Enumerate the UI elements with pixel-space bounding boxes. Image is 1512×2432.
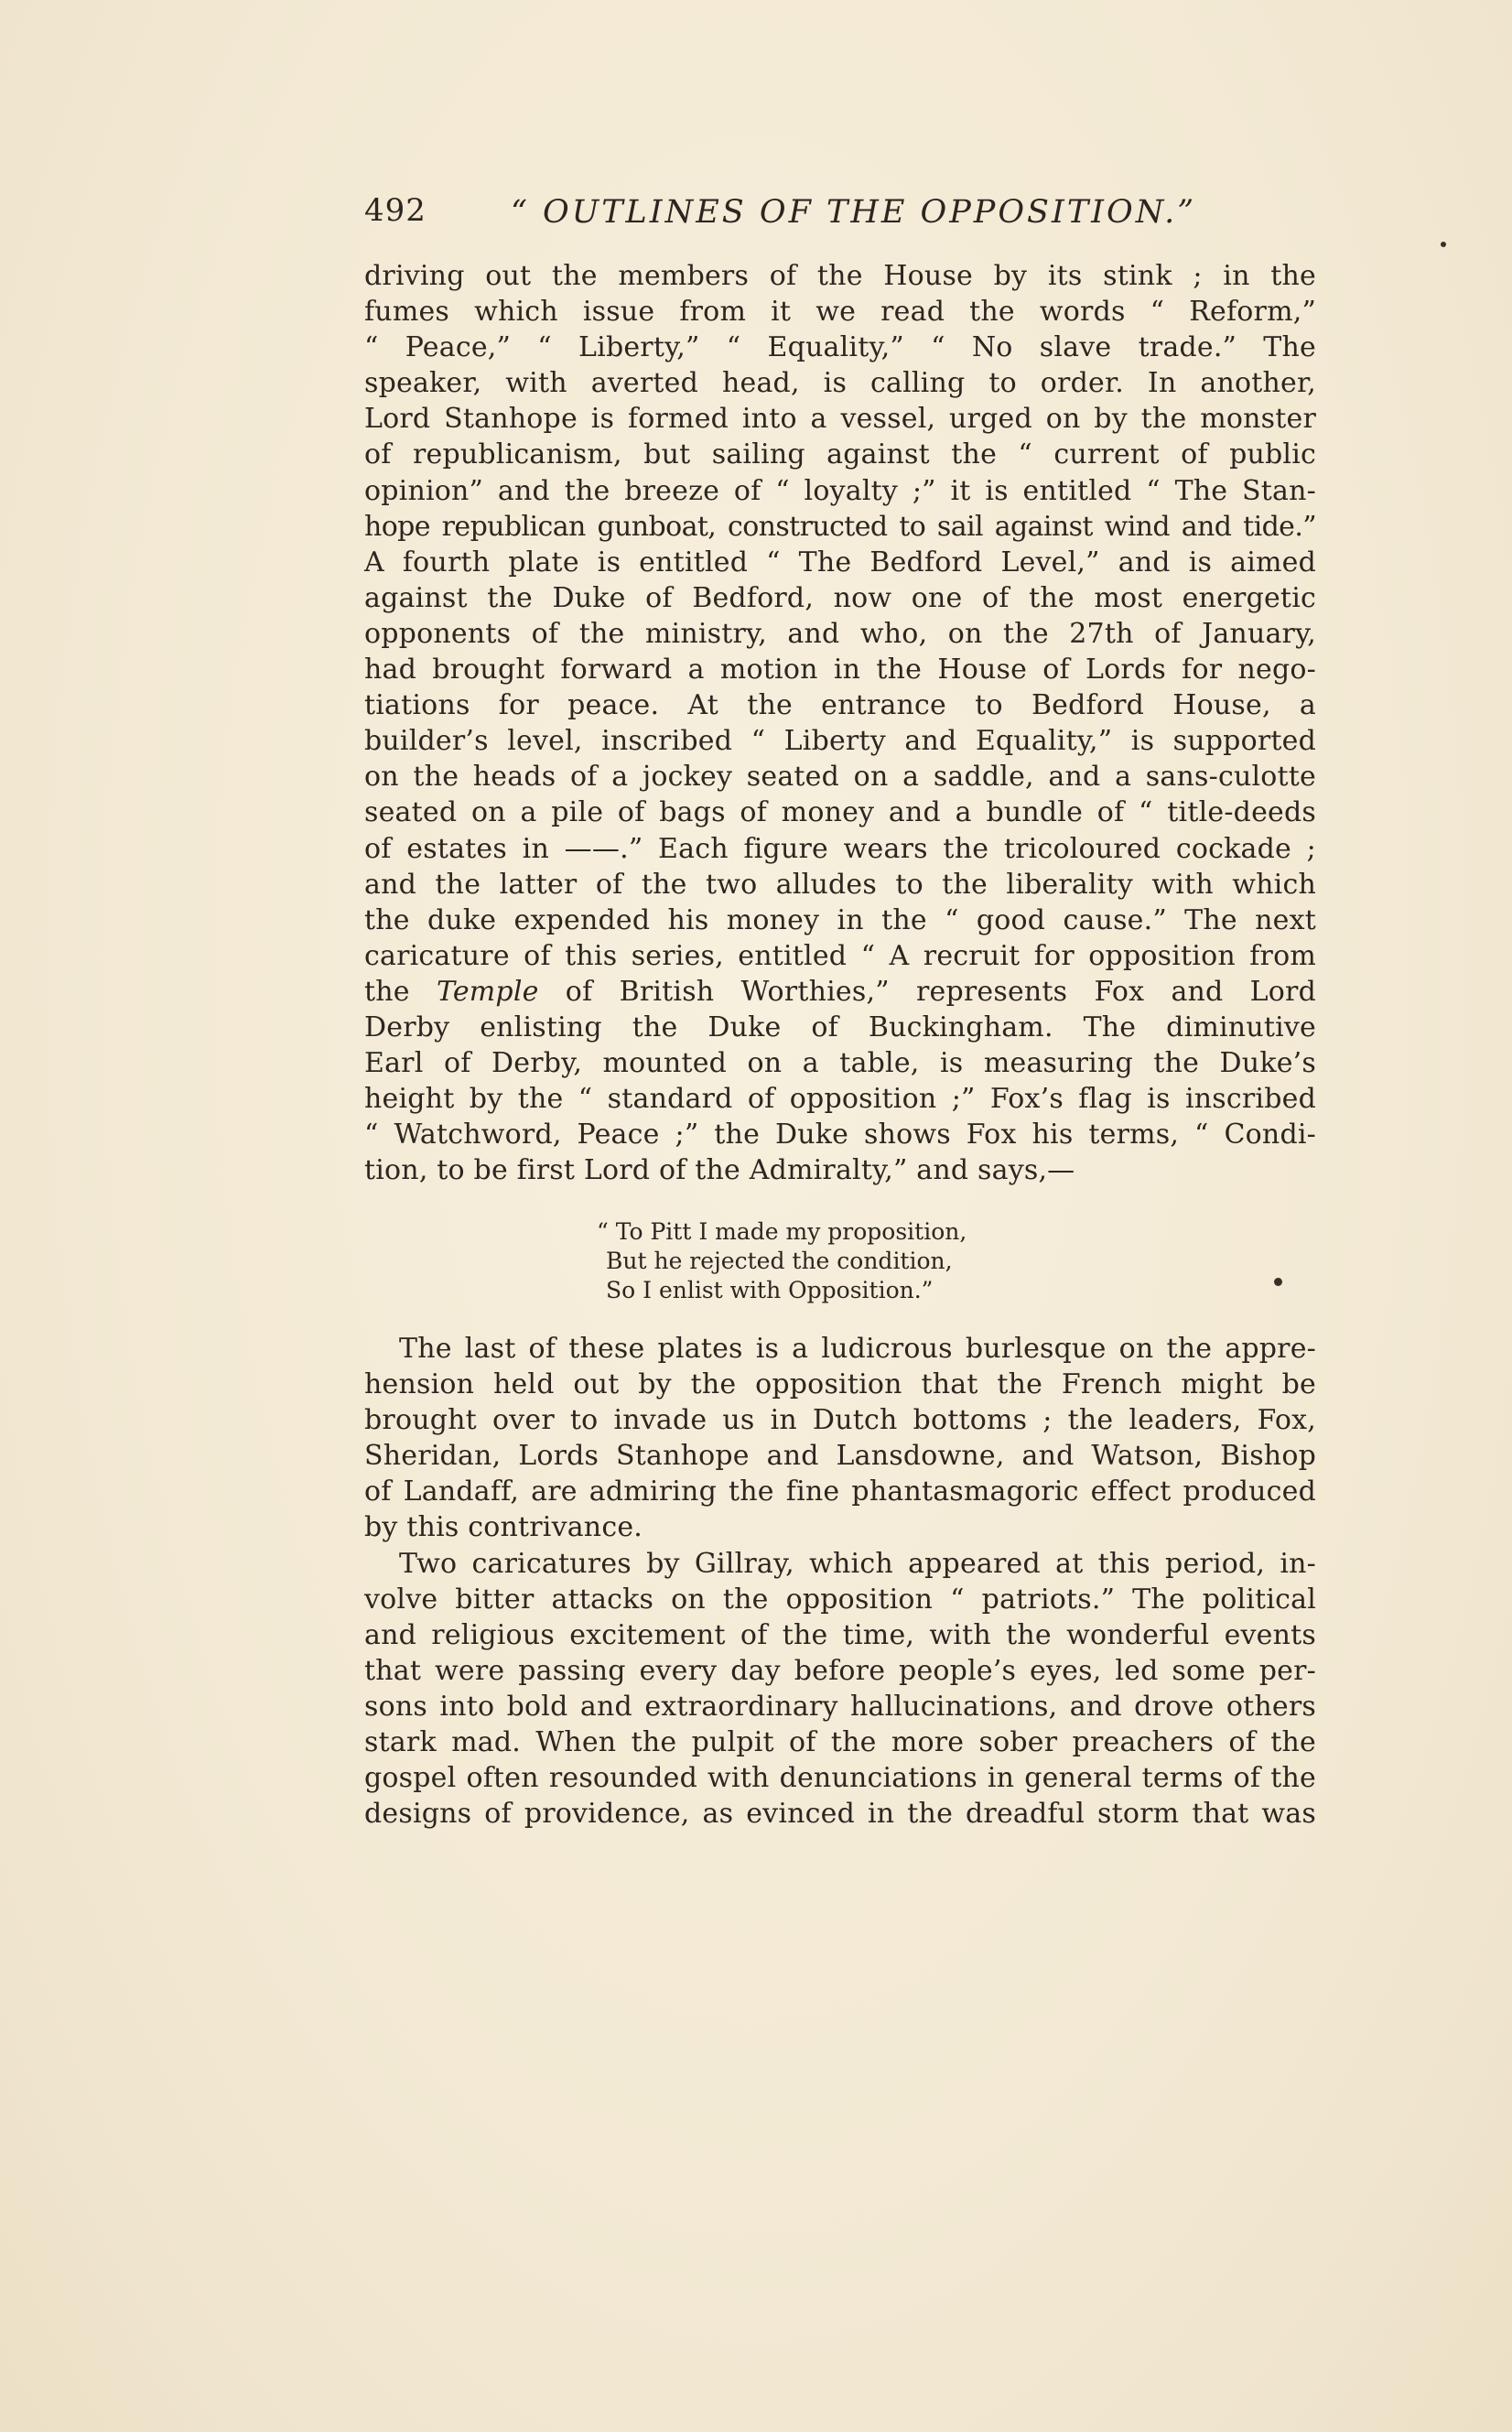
verse-line: So I enlist with Opposition.” <box>606 1277 934 1303</box>
italic-word: Temple <box>436 975 539 1008</box>
page-header <box>364 192 1289 238</box>
text-line: the duke expended his money in the “ good cause.” The next <box>364 903 1316 936</box>
text-line: seated on a pile of bags of money and a bundle of “ title-deeds <box>364 796 1316 829</box>
text-line: Two caricatures by Gillray, which appeared at this period, in- <box>399 1547 1316 1580</box>
ink-speck <box>1274 1278 1282 1286</box>
text-line: fumes which issue from it we read the words “ Reform,” <box>364 296 1316 329</box>
text-line: gospel often resounded with denunciations in general terms of the <box>364 1762 1316 1795</box>
text-line: Lord Stanhope is formed into a vessel, urged on by the monster <box>364 403 1316 436</box>
ink-speck <box>1441 242 1446 247</box>
text-line: against the Duke of Bedford, now one of the most energetic <box>364 581 1316 614</box>
verse-line: “ To Pitt I made my proposition, <box>597 1218 967 1245</box>
verse-quote <box>597 1217 1036 1305</box>
text-line: stark mad. When the pulpit of the more sober preachers of the <box>364 1726 1316 1759</box>
text-line: on the heads of a jockey seated on a saddle, and a sans-culotte <box>364 761 1316 794</box>
text-line: speaker, with averted head, is calling to order. In another, <box>364 367 1316 400</box>
text-line: of Landaff, are admiring the fine phantasmagoric effect produced <box>364 1475 1316 1508</box>
text-line: of republicanism, but sailing against the “ current of public <box>364 438 1316 471</box>
text-line: tion, to be first Lord of the Admiralty,” and says,— <box>364 1154 1075 1187</box>
text-line: opponents of the ministry, and who, on the 27th of January, <box>364 617 1316 650</box>
paragraph-1 <box>364 258 1316 1188</box>
text-line: the Temple of British Worthies,” represents Fox and Lord <box>364 975 1317 1008</box>
text-line: and the latter of the two alludes to the liberality with which <box>364 868 1316 901</box>
text-line: “ Peace,” “ Liberty,” “ Equality,” “ No slave trade.” The <box>364 331 1316 364</box>
text-line: hension held out by the opposition that the French might be <box>364 1368 1316 1401</box>
text-line: brought over to invade us in Dutch bottoms ; the leaders, Fox, <box>364 1404 1316 1437</box>
text-line: Derby enlisting the Duke of Buckingham. The diminutive <box>364 1011 1316 1043</box>
text-line: designs of providence, as evinced in the dreadful storm that was <box>364 1798 1316 1831</box>
text-line: caricature of this series, entitled “ A recruit for opposition from <box>364 939 1316 972</box>
text-line: by this contrivance. <box>364 1511 643 1544</box>
text-line: sons into bold and extraordinary hallucinations, and drove others <box>364 1690 1316 1723</box>
text-line: that were passing every day before people’s eyes, led some per- <box>364 1654 1316 1687</box>
text-line: “ Watchword, Peace ;” the Duke shows Fox his terms, “ Condi- <box>364 1119 1316 1151</box>
text-line: A fourth plate is entitled “ The Bedford Level,” and is aimed <box>364 546 1316 578</box>
page-number: 492 <box>364 192 427 229</box>
text-line: hope republican gunboat, constructed to sail against wind and tide.” <box>364 510 1316 543</box>
text-line: Earl of Derby, mounted on a table, is measuring the Duke’s <box>364 1047 1316 1080</box>
text-line: had brought forward a motion in the House of Lords for nego- <box>364 654 1316 686</box>
text-line: and religious excitement of the time, with the wonderful events <box>364 1618 1316 1651</box>
paragraph-2-3 <box>364 1331 1316 1832</box>
text-line: builder’s level, inscribed “ Liberty and Equality,” is supported <box>364 725 1316 758</box>
text-line: tiations for peace. At the entrance to Bedford House, a <box>364 689 1316 722</box>
text-line: The last of these plates is a ludicrous burlesque on the appre- <box>399 1333 1316 1365</box>
text-line: Sheridan, Lords Stanhope and Lansdowne, and Watson, Bishop <box>364 1440 1316 1473</box>
text-line: volve bitter attacks on the opposition “ patriots.” The political <box>364 1583 1316 1616</box>
text-line: height by the “ standard of opposition ;” Fox’s flag is inscribed <box>364 1083 1316 1116</box>
text-line: of estates in ——.” Each figure wears the tricoloured cockade ; <box>364 832 1316 865</box>
running-head: “ OUTLINES OF THE OPPOSITION.” <box>511 194 1197 231</box>
text-line: opinion” and the breeze of “ loyalty ;” it is entitled “ The Stan- <box>364 474 1316 507</box>
text-line: driving out the members of the House by its stink ; in the <box>364 260 1316 292</box>
verse-line: But he rejected the condition, <box>606 1248 953 1274</box>
